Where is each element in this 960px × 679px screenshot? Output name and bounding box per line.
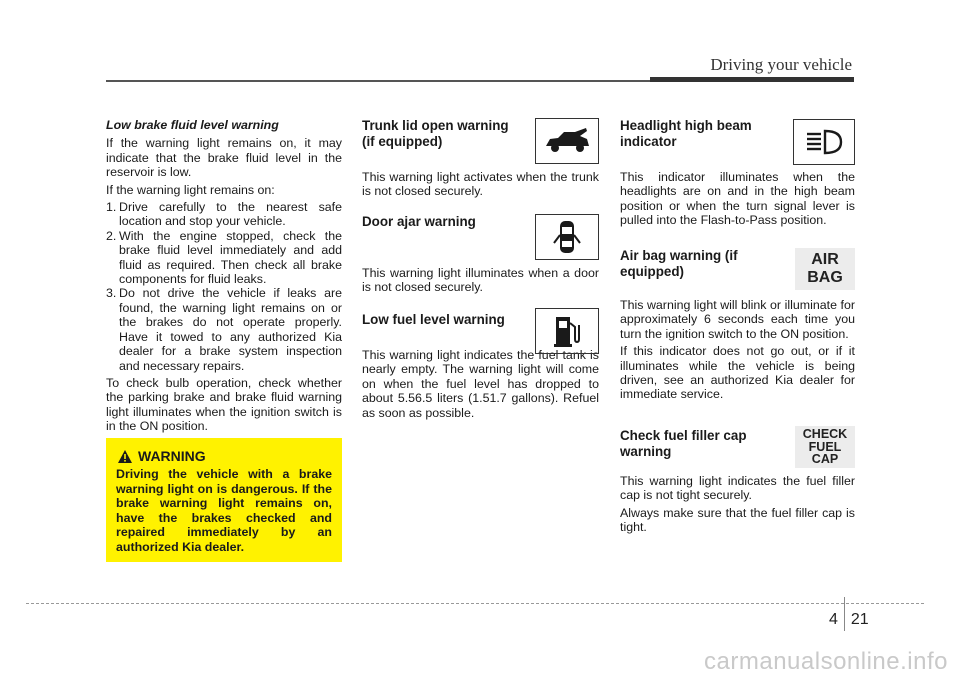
section-low-fuel [362,312,599,420]
door-ajar-icon [535,214,599,260]
brake-fluid-lead: If the warning light remains on: [106,182,275,197]
section-high-beam [620,118,855,248]
high-beam-heading: Headlight high beam indicator [620,118,752,149]
brake-fluid-heading: Low brake fluid level warning [106,118,279,132]
page-number [829,611,869,645]
warning-title: WARNING [138,448,206,464]
warning-triangle-icon [118,450,132,463]
step-item: 3. Do not drive the vehicle if leaks are found, the warning light remains on or the brakes do not operate properly. Have it towed to any authorized Kia dealer for a brake system inspection and necessary repairs. [106,286,342,373]
high-beam-text: This indicator illuminates when the headlights are on and in the high beam position or when the turn signal lever is pulled into the Flash-to-Pass position. [620,170,855,228]
check-fuel-cap-icon: CHECK FUEL CAP [795,426,855,468]
fuel-cap-text-2: Always make sure that the fuel filler cap is tight. [620,505,855,535]
step-item: 1. Drive carefully to the nearest safe location and stop your vehicle. [106,200,342,229]
low-fuel-text: This warning light indicates the fuel tank is nearly empty. The warning light will come on when the fuel level has dropped to about 5.56.5 liters (1.51.7 gallons). Refuel as soon as possible. [362,348,599,420]
air-bag-text-1: This warning light will blink or illuminate for approximately 6 seconds each time you turn the ignition switch to the ON position. [620,298,855,341]
door-text: This warning light illuminates when a door is not closed securely. [362,266,599,295]
trunk-text: This warning light activates when the trunk is not closed securely. [362,170,599,199]
watermark: carmanualsonline.info [704,648,948,675]
trunk-open-icon [535,118,599,164]
bulb-check-text: To check bulb operation, check whether the parking brake and brake fluid warning light illuminates when the ignition switch is in the ON position. [106,375,342,434]
column-middle [362,118,599,423]
chapter-number: 4 [829,611,838,628]
high-beam-icon [793,119,855,165]
header-rule-accent [650,77,854,82]
step-item: 2. With the engine stopped, check the brake fluid level immediately and add fluid as required. Then check all brake components for fluid leaks. [106,228,342,287]
section-trunk [362,118,599,214]
warning-text: Driving the vehicle with a brake warning light on is dangerous. If the brake warning light remains on, have the brakes checked and repaired immediately by an authorized Kia dealer. [116,467,332,554]
column-brake-fluid [106,118,342,437]
brake-fluid-intro: If the warning light remains on, it may indicate that the brake fluid level in the reservoir is low. [106,136,342,180]
air-bag-text-2: If this indicator does not go out, or if it illuminates while the vehicle is being driven, see an authorized Kia dealer for immediate service. [620,344,855,402]
door-heading: Door ajar warning [362,214,476,229]
footer-rule [26,603,924,604]
chapter-title: Driving your vehicle [710,55,852,74]
column-right [620,118,855,538]
fuel-cap-heading: Check fuel filler cap warning [620,428,747,459]
low-fuel-heading: Low fuel level warning [362,312,505,327]
brake-fluid-steps [106,200,342,373]
warning-box [106,438,342,562]
section-air-bag [620,248,855,428]
air-bag-icon: AIR BAG [795,248,855,290]
fuel-pump-icon [535,308,599,354]
page-number-value: 21 [850,611,869,628]
section-door [362,214,599,312]
fuel-cap-text-1: This warning light indicates the fuel filler cap is not tight securely. [620,474,855,503]
air-bag-heading: Air bag warning (if equipped) [620,248,738,279]
trunk-heading: Trunk lid open warning (if equipped) [362,118,509,149]
section-fuel-cap [620,428,855,535]
